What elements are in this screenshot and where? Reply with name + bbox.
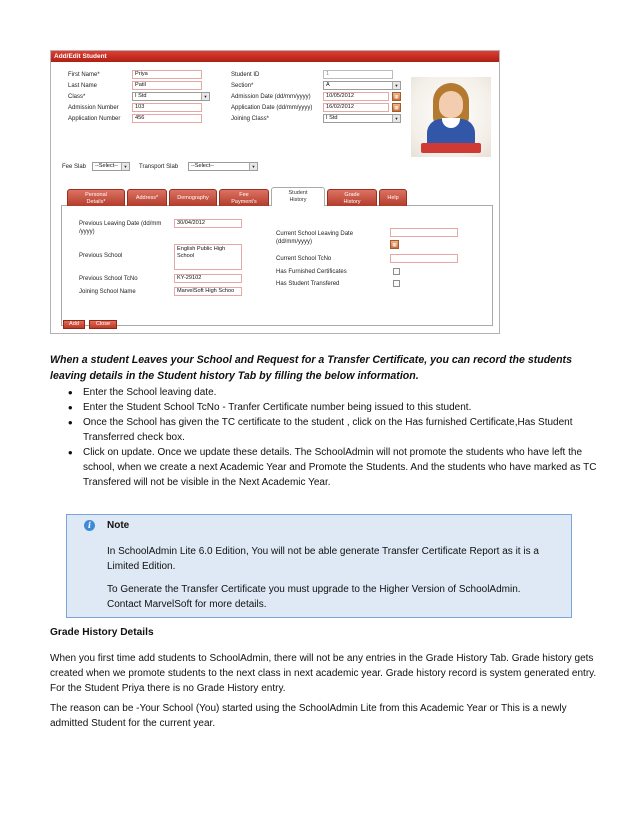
tab-label: Help [387, 195, 399, 201]
note-box [66, 514, 572, 618]
paragraph-2: The reason can be -Your School (You) started using the SchoolAdmin Lite from this Academic Year or This is a newly admitted Student for the current year. [50, 703, 567, 729]
cur-tcno-label: Current School TcNo [276, 256, 332, 262]
note-title: Note [107, 520, 130, 531]
tab-label: Payment's [231, 198, 257, 205]
list-item-text: Once the School has given the TC certificate to the student , click on the Has furnished Certificate,Has Student Transferred check box. [83, 417, 573, 443]
tab-address[interactable] [127, 189, 167, 206]
note-paragraph-2: To Generate the Transfer Certificate you must upgrade to the Higher Version of SchoolAdmin. Contact MarvelSoft for more details. [107, 584, 521, 610]
list-item [66, 415, 606, 445]
application-number-label: Application Number [68, 116, 121, 122]
last-name-input[interactable]: Patil [132, 81, 202, 90]
section-select-value: A [326, 82, 330, 88]
form-body [51, 62, 499, 333]
label-line: (dd/mm/yyyy) [276, 239, 312, 245]
label-line: Previous Leaving Date (dd/mm [79, 221, 162, 227]
admission-date-label: Admission Date (dd/mm/yyyy) [231, 94, 311, 100]
fee-slab-value: --Select-- [95, 163, 118, 169]
joining-class-select[interactable] [323, 114, 401, 123]
application-date-label: Application Date (dd/mm/yyyy) [231, 105, 313, 111]
chevron-down-icon: ▼ [392, 115, 400, 122]
student-form-screenshot [50, 50, 500, 334]
form-title: Add/Edit Student [51, 51, 499, 62]
calendar-icon[interactable]: ▦ [390, 240, 399, 249]
furnished-label: Has Furnished Certificates [276, 269, 347, 275]
chevron-down-icon: ▼ [392, 82, 400, 89]
list-item [66, 445, 606, 490]
instruction-list [66, 385, 606, 490]
prev-school-textarea[interactable] [174, 244, 242, 270]
joining-class-label: Joining Class* [231, 116, 270, 122]
student-history-panel [61, 206, 493, 326]
admission-number-label: Admission Number [68, 105, 119, 111]
tab-label: Details* [86, 198, 106, 205]
list-item-text: Enter the Student School TcNo - Tranfer Certificate number being issued to this student. [83, 402, 472, 413]
prev-tcno-label: Previous School TcNo [79, 276, 138, 282]
class-select[interactable] [132, 92, 210, 101]
admission-date-input[interactable]: 10/05/2012 [323, 92, 389, 101]
bullet-icon: • [68, 415, 73, 430]
tab-personal-details[interactable] [67, 189, 125, 206]
label-line: /yyyy) [79, 229, 95, 235]
tab-demography[interactable] [169, 189, 217, 206]
label-line: Current School Leaving Date [276, 231, 354, 237]
tab-fee-payments[interactable] [219, 189, 269, 206]
tab-bar [61, 187, 493, 206]
bullet-icon: • [68, 400, 73, 415]
cur-leaving-date-input[interactable] [390, 228, 458, 237]
tab-label: History [343, 198, 361, 205]
first-name-input[interactable]: Priya [132, 70, 202, 79]
furnished-checkbox[interactable] [393, 268, 400, 275]
transport-slab-value: --Select-- [191, 163, 214, 169]
transport-slab-select[interactable] [188, 162, 258, 171]
list-item [66, 385, 606, 400]
chevron-down-icon: ▼ [121, 163, 129, 170]
cur-leaving-date-label [276, 230, 353, 246]
application-number-input[interactable]: 456 [132, 114, 202, 123]
tab-label: Demography [177, 195, 209, 201]
joining-school-input[interactable]: MarvelSoft High Schoo [174, 287, 242, 296]
tab-label: History [289, 196, 307, 203]
calendar-icon[interactable]: ▦ [392, 103, 401, 112]
last-name-label: Last Name [68, 83, 98, 89]
cur-tcno-input[interactable] [390, 254, 458, 263]
tab-label: Address* [135, 195, 159, 201]
tab-label: Fee [239, 192, 249, 198]
textarea-line: School [177, 253, 195, 259]
note-paragraph-1: In SchoolAdmin Lite 6.0 Edition, You will not be able generate Transfer Certificate Report as it is a Limited Edition. [107, 546, 539, 572]
bullet-icon: • [68, 445, 73, 460]
fee-slab-label: Fee Slab [62, 164, 87, 170]
chevron-down-icon: ▼ [201, 93, 209, 100]
photo-book [421, 143, 481, 153]
bullet-icon: • [68, 385, 73, 400]
section-heading: Grade History Details [50, 627, 154, 638]
admission-number-input[interactable]: 103 [132, 103, 202, 112]
prev-tcno-input[interactable]: KY-29102 [174, 274, 242, 283]
student-photo [411, 77, 491, 157]
student-id-input: 1 [323, 70, 393, 79]
transfered-label: Has Student Transfered [276, 281, 340, 287]
class-label: Class* [68, 94, 86, 100]
tab-student-history[interactable] [271, 187, 325, 207]
list-item-text: Click on update. Once we update these details. The SchoolAdmin will not promote the students who have left the school, when we create a next Academic Year and Promote the Students. And the students who have marked as TC Transfered will not be visible in the Next Academic Year. [83, 447, 597, 488]
joining-class-select-value: I Std [326, 115, 338, 121]
info-icon: i [84, 520, 95, 531]
list-item [66, 400, 606, 415]
prev-school-label: Previous School [79, 253, 123, 259]
section-label: Section* [231, 83, 254, 89]
close-button[interactable]: Close [89, 320, 117, 329]
chevron-down-icon: ▼ [249, 163, 257, 170]
transport-slab-label: Transport Slab [139, 164, 179, 170]
tab-label: Student [288, 190, 308, 196]
prev-leaving-date-label [79, 220, 161, 236]
tab-grade-history[interactable] [327, 189, 377, 206]
first-name-label: First Name* [68, 72, 100, 78]
class-select-value: I Std [135, 93, 147, 99]
joining-school-label: Joining School Name [79, 289, 136, 295]
fee-slab-select[interactable] [92, 162, 130, 171]
tab-label: Grade [344, 192, 360, 198]
photo-face [439, 91, 463, 118]
student-id-label: Student ID [231, 72, 260, 78]
paragraph-1: When you first time add students to SchoolAdmin, there will not be any entries in the Grade History Tab. Grade history gets created when we promote students to the next class in next academic year. Grade history record is system generated entry. For the Student Priya there is no Grade History entry. [50, 653, 597, 694]
screenshot-caption: When a student Leaves your School and Request for a Transfer Certificate, you can record the students leaving details in the Student history Tab by filling the below information. [50, 354, 572, 382]
application-date-input[interactable]: 16/02/2012 [323, 103, 389, 112]
add-button[interactable]: Add [63, 320, 85, 329]
list-item-text: Enter the School leaving date. [83, 387, 217, 398]
transfered-checkbox[interactable] [393, 280, 400, 287]
section-select[interactable] [323, 81, 401, 90]
textarea-line: English Public High [177, 246, 226, 252]
tab-help[interactable] [379, 189, 407, 206]
tab-label: Personal [85, 192, 107, 198]
prev-leaving-date-input[interactable]: 30/04/2012 [174, 219, 242, 228]
calendar-icon[interactable]: ▦ [392, 92, 401, 101]
